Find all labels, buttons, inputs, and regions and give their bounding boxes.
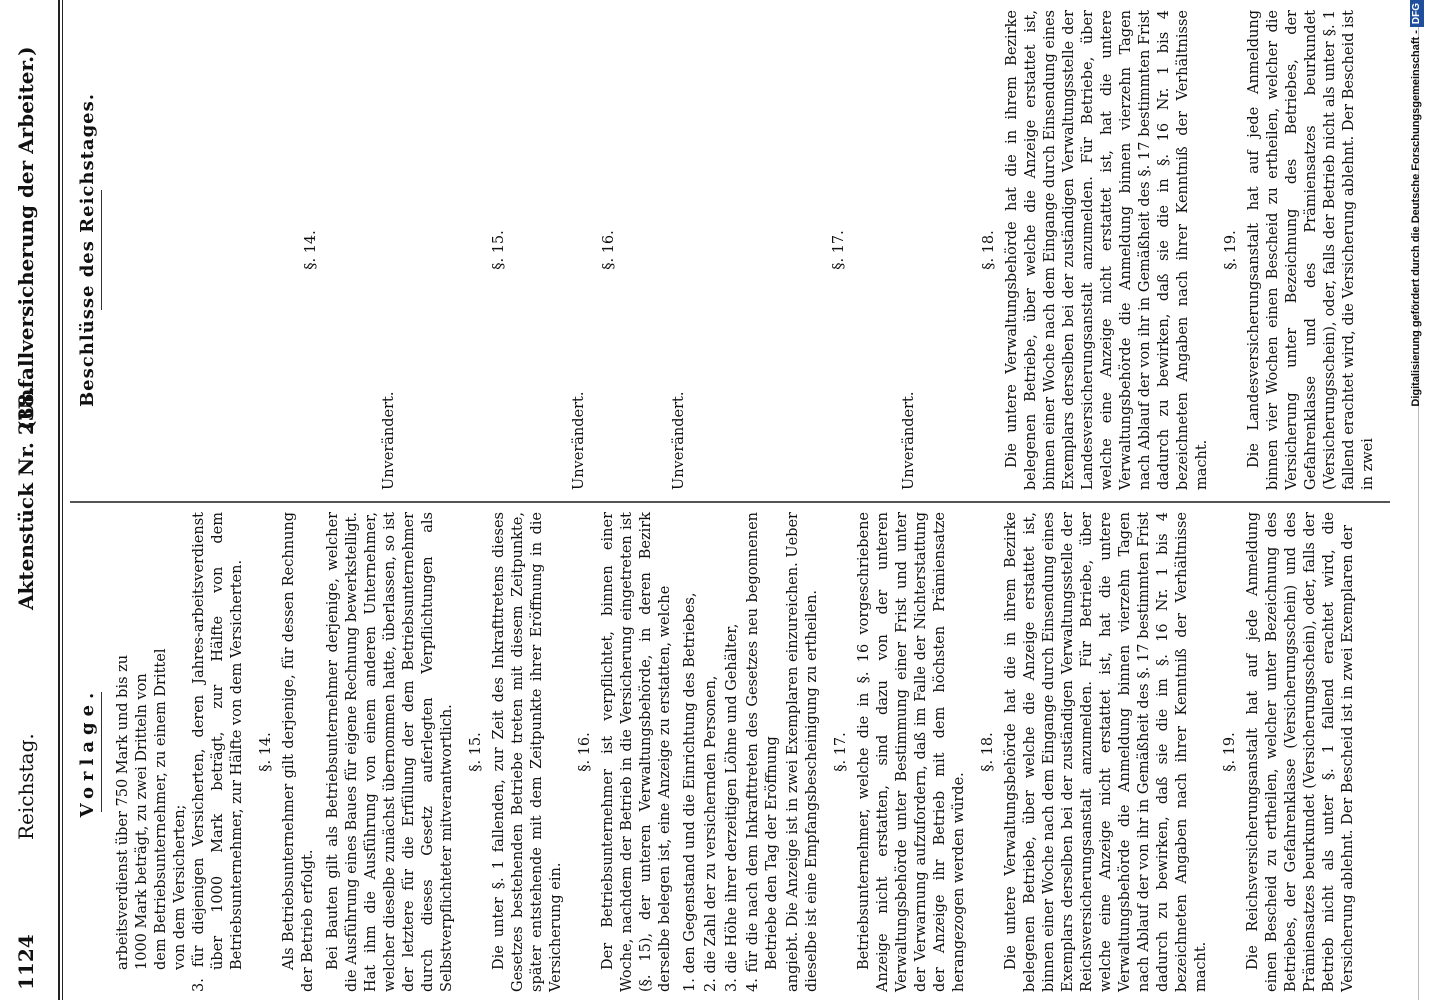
section-16-item: 3. die Höhe ihrer derzeitigen Löhne und Gehälter, — [724, 623, 740, 992]
section-15-heading: §. 15. — [468, 732, 484, 772]
section-15-heading: §. 15. — [491, 230, 507, 270]
section-16-item: 4. für die nach dem Inkrafttreten des Gesetzes neu begonnenen Betriebe den Tag der Eröffnung — [745, 512, 780, 992]
section-14-paragraph: Bei Bauten gilt als Betriebsunternehmer derjenige, welcher die Ausführung eines Baues für eigene Rechnung bewerkstelligt. Hat ihm die Ausführung von einem anderen Unternehmer, welcher dieselbe zunächst übernommen hatte, überlassen, so ist der letztere für die Erfüllung der dem Betriebsunternehmer durch dieses Gesetz auferlegten Verpflichtungen als Selbstverpflichteter mitverantwortlich. — [325, 512, 455, 992]
section-16-text: Unverändert. — [671, 391, 687, 490]
section-14-text: Unverändert. — [381, 391, 397, 490]
intro-line: dem Betriebsunternehmer, zu einem Drittel — [153, 648, 169, 970]
running-head — [14, 10, 54, 990]
intro-line: arbeitsverdienst über 750 Mark und bis zu — [115, 654, 131, 970]
title-rule — [101, 692, 102, 812]
header-subject: (Unfallversicherung der Arbeiter.) — [14, 46, 38, 430]
dfg-logo: DFG — [1410, 0, 1424, 27]
digitization-note — [1402, 0, 1430, 1000]
section-17-heading: §. 17. — [831, 230, 847, 270]
right-column-title: Beschlüsse des Reichstages. — [77, 92, 98, 408]
section-16-paragraph: Der Betriebsunternehmer ist verpflichtet, binnen einer Woche, nachdem der Betrieb in die Versicherung eingetreten ist (§. 15), der unteren Verwaltungsbehörde, in deren Bezirk derselbe belegen ist, eine Anzeige zu erstatten, welche — [600, 512, 673, 992]
section-19-paragraph: Die Reichsversicherungsanstalt hat auf jede Anmeldung einen Bescheid zu ertheilen, welcher unter Bezeichnung des Betriebes, der Gefahrenklasse (Versicherungsschein) und des Prämiensatzes beurkundet (Versicherungsschein), oder, falls der Betrieb nicht als unter §. 1 fallend erachtet wird, die Versicherung ablehnt. Der Bescheid ist in zwei Exemplaren der — [1245, 512, 1356, 992]
section-19-paragraph: Die Landesversicherungsanstalt hat auf jede Anmeldung binnen vier Wochen einen Bescheid zu ertheilen, welcher die Versicherung unter Bezeichnung des Betriebes, der Gefahrenklasse und des Prämiensatzes beurkundet (Versicherungsschein), oder, falls der Betrieb nicht als unter §. 1 fallend erachtet wird, die Versicherung ablehnt. Der Bescheid ist in zwei — [1246, 10, 1376, 490]
section-17-paragraph: Betriebsunternehmer, welche die in §. 16 vorgeschriebene Anzeige nicht erstatten, sind dazu von der unteren Verwaltungsbehörde unter Bestimmung einer Frist und unter der Verwarnung aufzufordern, daß im Falle der Nichterstattung der Anzeige ihr Betrieb mit dem höchsten Prämiensatze herangezogen werden würde. — [856, 512, 967, 992]
left-column-title: Vorlage. — [77, 686, 98, 818]
column-divider — [70, 501, 1390, 503]
item-3: 3. für diejenigen Versicherten, deren Jahres-arbeitsverdienst über 1000 Mark beträgt, zur Hälfte von dem Betriebsunternehmer, zur Hälfte von dem Versicherten. — [191, 512, 245, 992]
section-17-heading: §. 17. — [833, 732, 849, 772]
header-rule-thin — [62, 0, 63, 1000]
header-rule — [58, 0, 60, 1000]
section-17-text: Unverändert. — [901, 391, 917, 490]
right-column — [70, 10, 1400, 490]
header-source: Reichstag. — [14, 733, 38, 840]
section-16-heading: §. 16. — [601, 230, 617, 270]
intro-line: von dem Versicherten; — [172, 804, 188, 970]
section-18-paragraph: Die untere Verwaltungsbehörde hat die in ihrem Bezirke belegenen Betriebe, über welche die Anzeige erstattet ist, binnen einer Woche nach dem Eingange durch Einsendung eines Exemplars derselben bei der zuständigen Verwaltungsstelle der Reichsversicherungsanstalt anzumelden. Für Betriebe, über welche eine Anzeige nicht erstattet ist, hat die untere Verwaltungsbehörde die Anmeldung binnen vierzehn Tagen nach Ablauf der von ihr in Gemäßheit des §. 17 bestimmten Frist dadurch zu bewirken, daß sie die im §. 16 Nr. 1 bis 4 bezeichneten Angaben nach ihrer Kenntniß der Verhältnisse macht. — [1003, 512, 1209, 992]
intro-lines — [114, 512, 190, 970]
section-19-heading: §. 19. — [1223, 230, 1239, 270]
header-document: Aktenstück Nr. 238. — [14, 386, 38, 610]
left-column — [70, 512, 1400, 992]
section-16-item: 1. den Gegenstand und die Einrichtung des Betriebes, — [682, 592, 698, 992]
section-18-block — [970, 10, 1384, 490]
intro-line: 1000 Mark beträgt, zu zwei Dritteln von — [134, 673, 150, 970]
section-16-item: 2. die Zahl der zu versichernden Personen, — [703, 675, 719, 992]
section-15-paragraph: Die unter §. 1 fallenden, zur Zeit des Inkrafttretens dieses Gesetzes bestehenden Betriebe treten mit diesem Zeitpunkte, später entstehende mit dem Zeitpunkte ihrer Eröffnung in die Versicherung ein. — [491, 512, 564, 992]
section-16-heading: §. 16. — [577, 732, 593, 772]
section-14-heading: §. 14. — [258, 732, 274, 772]
section-19-heading: §. 19. — [1222, 732, 1238, 772]
section-18-heading: §. 18. — [980, 732, 996, 772]
section-18-paragraph: Die untere Verwaltungsbehörde hat die in ihrem Bezirke belegenen Betriebe, über welche die Anzeige erstattet ist, binnen einer Woche nach dem Eingange durch Einsendung eines Exemplars derselben bei der zuständigen Verwaltungsstelle der Landesversicherungsanstalt anzumelden. Für Betriebe, über welche eine Anzeige nicht erstattet ist, hat die untere Verwaltungsbehörde die Anmeldung binnen vierzehn Tagen nach Ablauf der von ihr in Gemäßheit des §. 17 bestimmten Frist dadurch zu bewirken, daß sie die in §. 16 Nr. 1 bis 4 bezeichneten Angaben nach ihrer Kenntniß der Verhältnisse macht. — [1004, 10, 1210, 490]
section-14-heading: §. 14. — [303, 230, 319, 270]
section-18-heading: §. 18. — [981, 230, 997, 270]
digitization-note-text: Digitalisierung gefördert durch die Deutsche Forschungsgemeinschaft - — [1410, 30, 1422, 407]
section-16-paragraph: angiebt. Die Anzeige ist in zwei Exemplaren einzureichen. Ueber dieselbe ist eine Empfangsbescheinigung zu ertheilen. — [785, 512, 820, 992]
section-14-paragraph: Als Betriebsunternehmer gilt derjenige, für dessen Rechnung der Betrieb erfolgt. — [281, 512, 316, 992]
title-rule — [101, 190, 102, 310]
page-number: 1124 — [14, 934, 38, 990]
section-15-text: Unverändert. — [571, 391, 587, 490]
